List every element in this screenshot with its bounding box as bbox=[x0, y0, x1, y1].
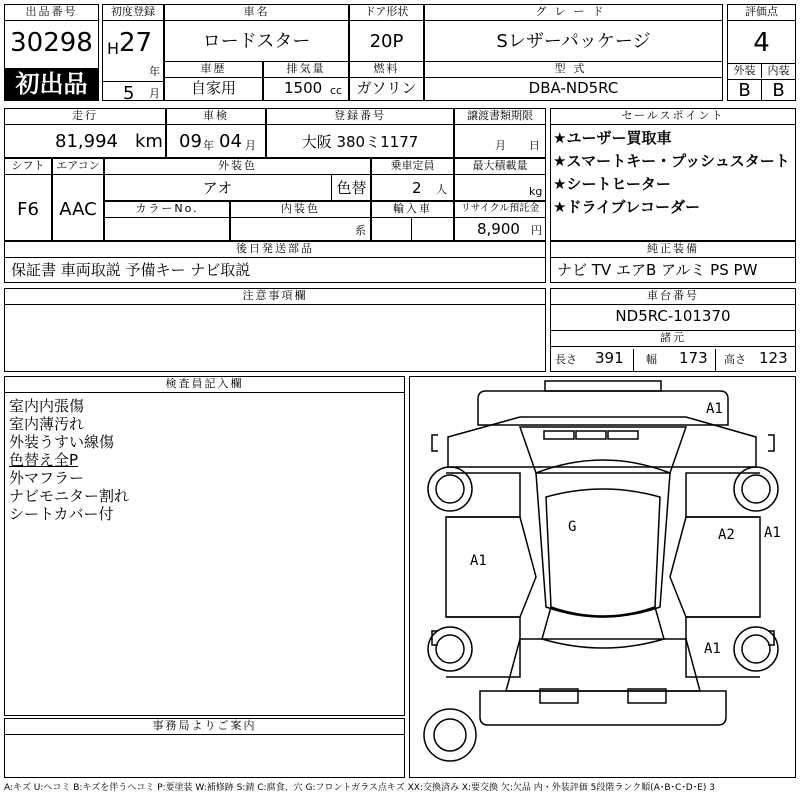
door-value: 20P bbox=[369, 31, 404, 52]
later-parts-value: 保証書 車両取説 予備キー ナビ取説 bbox=[11, 261, 251, 279]
damage-mark-right-rear: A1 bbox=[704, 641, 721, 657]
height-label: 高さ bbox=[715, 349, 746, 371]
sales-points-box bbox=[550, 108, 796, 241]
aircon-value: AAC bbox=[59, 199, 97, 220]
interior-label: 内装 bbox=[761, 64, 795, 78]
history-value: 自家用 bbox=[190, 79, 236, 97]
equipment-label: 純正装備 bbox=[551, 242, 795, 258]
damage-mark-center: G bbox=[568, 519, 577, 535]
ext-color-label: 外装色 bbox=[105, 159, 370, 175]
ext-color-box bbox=[104, 158, 371, 201]
color-no-box bbox=[104, 201, 230, 241]
repaint-cell bbox=[331, 175, 370, 200]
mileage-unit: km bbox=[135, 131, 163, 152]
inspection-month-unit: 月 bbox=[245, 139, 256, 152]
displacement-box bbox=[263, 61, 349, 101]
interior-score: B bbox=[761, 80, 795, 100]
equipment-value: ナビ TV エアB アルミ PS PW bbox=[557, 261, 758, 279]
chassis-box bbox=[550, 288, 796, 372]
recycle-value: 8,900 bbox=[477, 220, 520, 238]
displacement-label: 排気量 bbox=[264, 62, 348, 78]
transfer-box bbox=[454, 108, 546, 158]
damage-mark-right-edge: A1 bbox=[764, 525, 781, 541]
grade-value: Sレザーパッケージ bbox=[496, 31, 651, 52]
car-diagram bbox=[409, 376, 796, 778]
transfer-label: 譲渡書類期限 bbox=[455, 109, 545, 125]
length-value: 391 bbox=[595, 349, 624, 367]
equipment-box bbox=[550, 241, 796, 283]
lot-number: 30298 bbox=[10, 28, 93, 58]
length-label: 長さ bbox=[555, 353, 577, 366]
fuel-value: ガソリン bbox=[356, 79, 417, 97]
score-label: 評価点 bbox=[728, 5, 795, 21]
exterior-label: 外装 bbox=[733, 64, 756, 77]
damage-mark-roof: A1 bbox=[706, 401, 723, 417]
capacity-box bbox=[371, 158, 454, 201]
mileage-value: 81,994 bbox=[55, 131, 118, 152]
inspector-line-7: シートカバー付 bbox=[9, 505, 114, 523]
int-color-box bbox=[230, 201, 371, 241]
inspector-line-4: 色替え全P bbox=[9, 451, 79, 469]
capacity-value: 2 bbox=[412, 179, 422, 197]
width-label: 幅 bbox=[633, 349, 657, 371]
later-parts-box bbox=[4, 241, 546, 283]
shift-value: F6 bbox=[17, 199, 39, 220]
inspection-month: 04 bbox=[219, 131, 242, 152]
first-listing-badge: 初出品 bbox=[15, 70, 88, 98]
max-load-unit: kg bbox=[529, 185, 543, 198]
aircon-box bbox=[52, 158, 104, 241]
sales-points-label: セールスポイント bbox=[551, 109, 795, 125]
plate-box bbox=[266, 108, 454, 158]
first-reg-label: 初度登録 bbox=[103, 5, 163, 21]
first-reg-box bbox=[102, 4, 164, 104]
inspector-line-3: 外装うすい線傷 bbox=[9, 433, 115, 451]
dimensions-label: 諸元 bbox=[551, 331, 795, 347]
ext-color-value: アオ bbox=[202, 179, 233, 197]
int-color-label: 内装色 bbox=[231, 202, 370, 218]
shift-box bbox=[4, 158, 52, 241]
import-box bbox=[371, 201, 454, 241]
recycle-label: リサイクル預託金 bbox=[455, 202, 545, 218]
damage-mark-left-door: A1 bbox=[470, 553, 487, 569]
width-value: 173 bbox=[679, 349, 708, 367]
inspection-label: 車検 bbox=[167, 109, 265, 125]
sales-point-1: ★ユーザー買取車 bbox=[553, 129, 672, 147]
color-no-label: カラーNo. bbox=[105, 202, 229, 218]
sales-point-3: ★シートヒーター bbox=[553, 175, 671, 193]
inspector-line-1: 室内内張傷 bbox=[9, 397, 85, 415]
capacity-unit: 人 bbox=[436, 183, 447, 196]
mileage-label: 走行 bbox=[5, 109, 165, 125]
recycle-unit: 円 bbox=[531, 224, 542, 237]
inspector-label: 検査員記入欄 bbox=[5, 377, 404, 393]
later-parts-label: 後日発送部品 bbox=[5, 242, 545, 258]
first-reg-year: 27 bbox=[119, 28, 153, 58]
fuel-box bbox=[349, 61, 424, 101]
damage-mark-right-door: A2 bbox=[718, 527, 735, 543]
import-divider bbox=[372, 218, 412, 240]
inspector-line-2: 室内薄汚れ bbox=[9, 415, 85, 433]
chassis-value: ND5RC-101370 bbox=[551, 307, 795, 331]
import-label: 輸入車 bbox=[372, 202, 453, 218]
score-box bbox=[727, 4, 796, 101]
first-reg-month-unit: 月 bbox=[149, 87, 160, 100]
first-reg-divider bbox=[103, 81, 163, 82]
inspection-year-unit: 年 bbox=[203, 139, 214, 152]
inspector-line-6: ナビモニター割れ bbox=[9, 487, 130, 505]
max-load-box bbox=[454, 158, 546, 201]
lot-box bbox=[4, 4, 99, 101]
score-value: 4 bbox=[753, 28, 770, 58]
displacement-unit: cc bbox=[330, 84, 343, 97]
office-box bbox=[4, 718, 405, 778]
chassis-label: 車台番号 bbox=[551, 289, 795, 305]
car-name-label: 車名 bbox=[165, 5, 348, 21]
shift-label: シフト bbox=[5, 159, 51, 175]
plate-value: 大阪 380ミ1177 bbox=[301, 133, 419, 151]
capacity-label: 乗車定員 bbox=[372, 159, 453, 175]
car-name-box bbox=[164, 4, 349, 62]
car-outline-diagram bbox=[410, 377, 795, 777]
recycle-box bbox=[454, 201, 546, 241]
car-name-value: ロードスター bbox=[202, 31, 311, 52]
lot-badge bbox=[5, 68, 98, 100]
displacement-value: 1500 bbox=[284, 79, 323, 97]
max-load-label: 最大積載量 bbox=[455, 159, 545, 175]
door-box bbox=[349, 4, 424, 62]
height-value: 123 bbox=[759, 349, 788, 367]
exterior-score: B bbox=[738, 80, 751, 101]
grade-label: グレード bbox=[425, 5, 722, 21]
mileage-box bbox=[4, 108, 166, 158]
first-reg-era: H bbox=[107, 39, 120, 58]
plate-label: 登録番号 bbox=[267, 109, 453, 125]
inspection-box bbox=[166, 108, 266, 158]
transfer-month-unit: 月 bbox=[495, 139, 506, 152]
sales-point-4: ★ドライブレコーダー bbox=[553, 198, 700, 216]
model-box bbox=[424, 61, 723, 101]
model-label: 型式 bbox=[425, 62, 722, 78]
office-label: 事務局よりご案内 bbox=[5, 719, 404, 735]
first-reg-year-unit: 年 bbox=[149, 65, 160, 78]
history-label: 車歴 bbox=[165, 62, 262, 78]
repaint-marker: 色替 bbox=[336, 179, 367, 197]
aircon-label: エアコン bbox=[53, 159, 103, 175]
history-box bbox=[164, 61, 263, 101]
inspector-line-5: 外マフラー bbox=[9, 469, 85, 487]
notes-label: 注意事項欄 bbox=[5, 289, 545, 305]
door-label: ドア形状 bbox=[350, 5, 423, 21]
grade-box bbox=[424, 4, 723, 62]
int-color-unit: 系 bbox=[355, 224, 366, 237]
sales-point-2: ★スマートキー・プッシュスタート bbox=[553, 152, 790, 170]
lot-label: 出品番号 bbox=[5, 5, 98, 21]
first-reg-month: 5 bbox=[123, 83, 135, 104]
legend-footer: A:キズ U:ヘコミ B:キズを伴うヘコミ P:要塗装 W:補修跡 S:錆 C:腐食、穴 G:フロントガラス点キズ XX:交換済み X:要交換 欠:欠品 内・外装評価 5段階ランク順(A･B･C･D･E) 3 bbox=[4, 783, 716, 793]
transfer-day-unit: 日 bbox=[529, 139, 540, 152]
inspection-year: 09 bbox=[179, 131, 202, 152]
notes-box bbox=[4, 288, 546, 372]
fuel-label: 燃料 bbox=[350, 62, 423, 78]
model-value: DBA-ND5RC bbox=[528, 79, 619, 97]
inspector-box bbox=[4, 376, 405, 716]
